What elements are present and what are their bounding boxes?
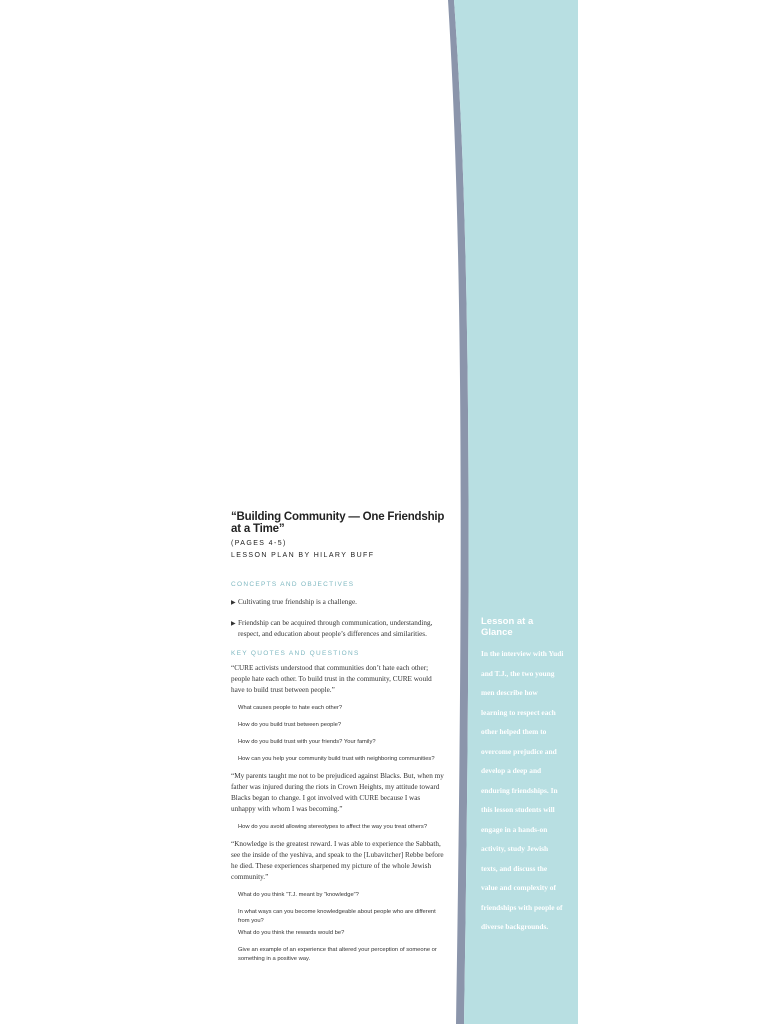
concept-item bbox=[231, 618, 446, 640]
quote: “My parents taught me not to be prejudiced against Blacks. But, when my father was injured during the riots in Crown Heights, my attitude toward Blacks began to change. I got involved with CURE because I was unhappy with whom I was becoming.” bbox=[231, 772, 444, 813]
quote: “CURE activists understood that communities don’t hate each other; people hate each other. To build trust in the community, CURE would have to build trust between people.” bbox=[231, 664, 432, 694]
question: How can you help your community build trust with neighboring communities? bbox=[238, 756, 435, 762]
lesson-title: “Building Community — One Friendship at a Time” bbox=[231, 511, 445, 535]
question: What do you think the rewards would be? bbox=[238, 930, 345, 936]
quote: “Knowledge is the greatest reward. I was able to experience the Sabbath, see the inside of the yeshiva, and speak to the [Lubavitcher] Rebbe before he died. These experiences sharpened my picture of the whole Jewish community.” bbox=[231, 840, 444, 881]
sidebar-title: Lesson at a Glance bbox=[481, 616, 534, 638]
question: What do you think “T.J. meant by “knowledge”? bbox=[238, 892, 359, 898]
concept-text: Friendship can be acquired through communication, understanding, respect, and education about people’s differences and similarities. bbox=[238, 619, 433, 638]
key-quotes-heading: KEY QUOTES AND QUESTIONS bbox=[231, 650, 360, 657]
right-margin bbox=[578, 0, 770, 1024]
question: How do you build trust with your friends? Your family? bbox=[238, 739, 376, 745]
concept-text: Cultivating true friendship is a challenge. bbox=[238, 598, 357, 606]
question: In what ways can you become knowledgeable about people who are different from you? bbox=[238, 909, 436, 924]
sidebar-body: In the interview with Yudi and T.J., the two young men describe how learning to respect each other helped them to overcome prejudice and develop a deep and enduring friendships. In this lesson students will engage in a hands-on activity, study Jewish texts, and discuss the value and complexity of friendships with people of diverse backgrounds. bbox=[481, 649, 564, 931]
lesson-at-a-glance bbox=[481, 616, 565, 937]
question: How do you avoid allowing stereotypes to affect the way you treat others? bbox=[238, 824, 428, 830]
bullet-triangle-icon: ▶ bbox=[231, 600, 236, 606]
lesson-plan-column bbox=[231, 511, 446, 964]
page-range: (PAGES 4-5) bbox=[231, 540, 287, 547]
concept-item bbox=[231, 597, 446, 609]
bullet-triangle-icon: ▶ bbox=[231, 621, 236, 627]
question: What causes people to hate each other? bbox=[238, 705, 343, 711]
byline: LESSON PLAN BY HILARY BUFF bbox=[231, 552, 375, 559]
concepts-heading: CONCEPTS AND OBJECTIVES bbox=[231, 581, 355, 588]
question: Give an example of an experience that altered your perception of someone or something in a positive way. bbox=[238, 947, 437, 962]
question: How do you build trust between people? bbox=[238, 722, 342, 728]
